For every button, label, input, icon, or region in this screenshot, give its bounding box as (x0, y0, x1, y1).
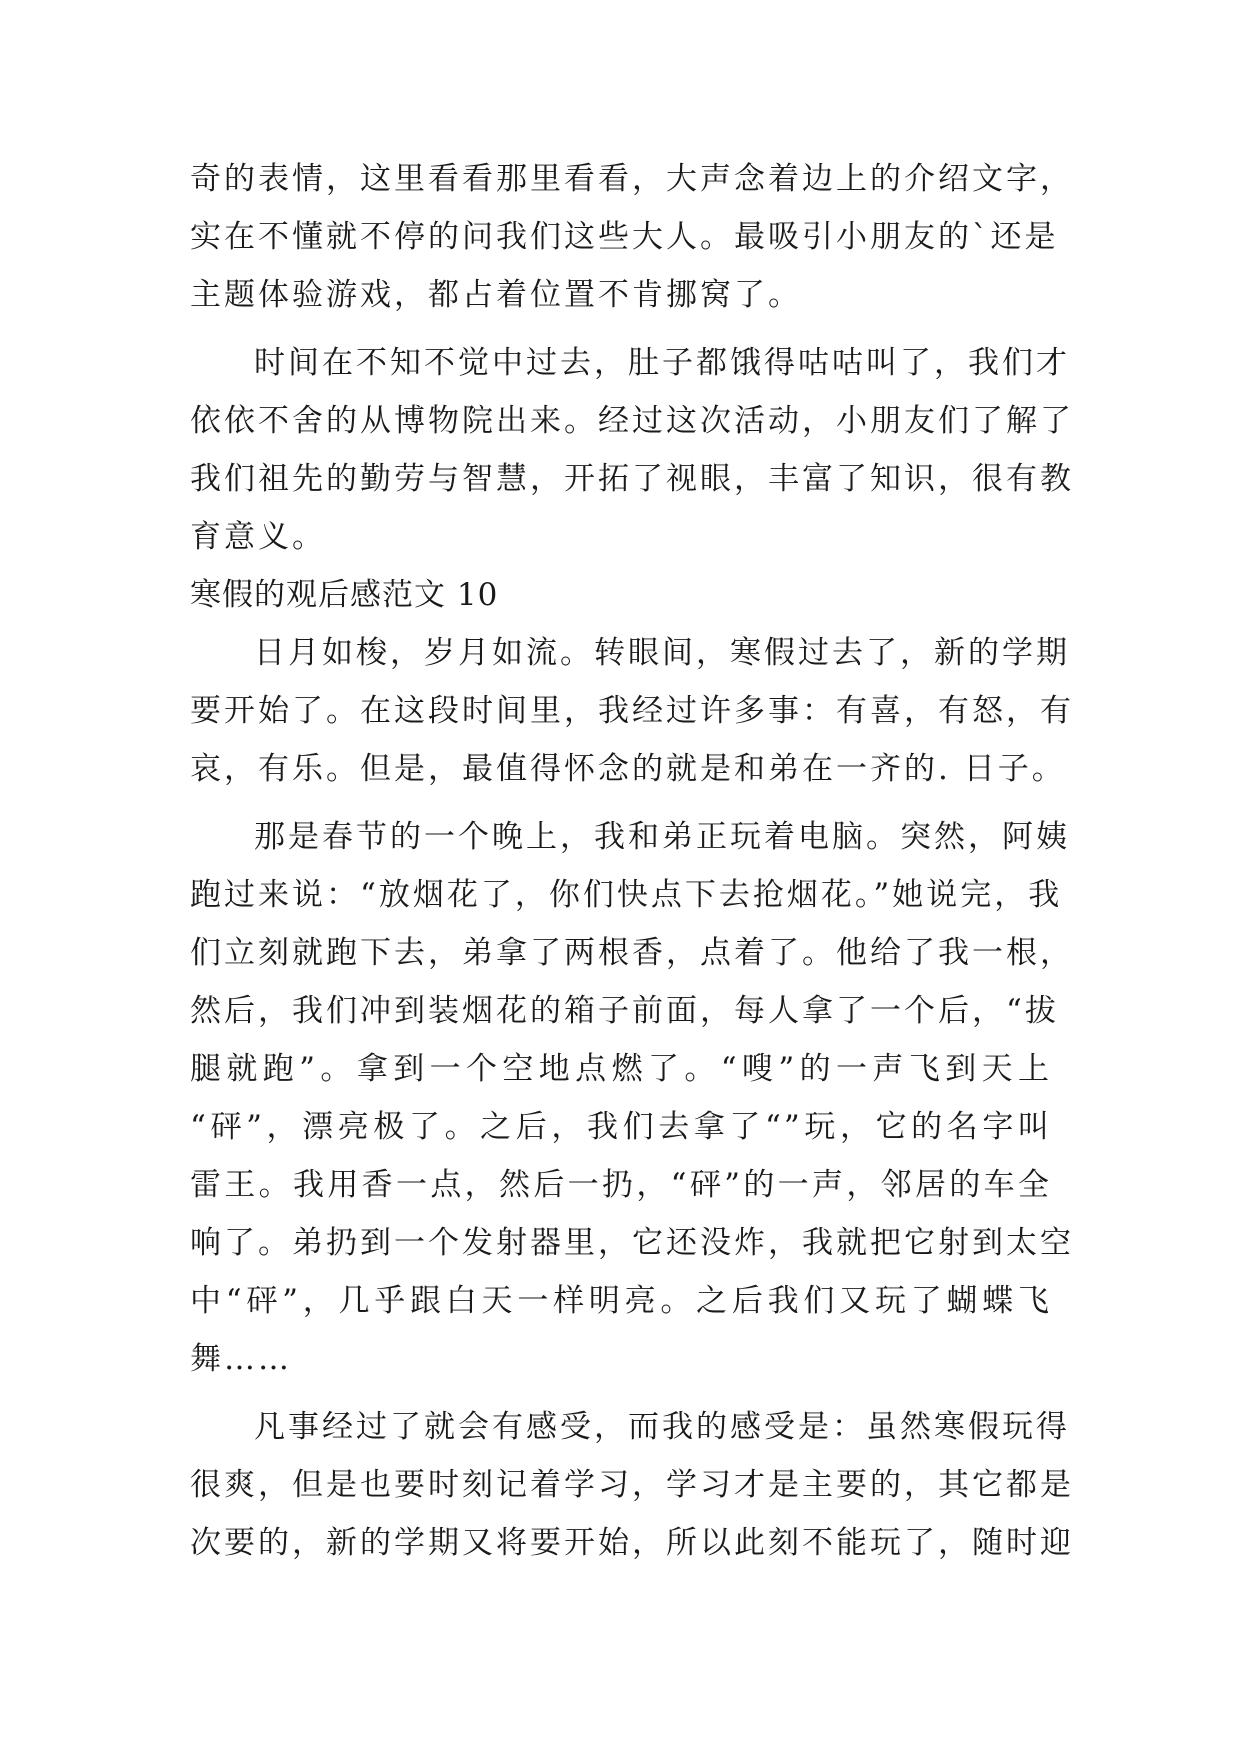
text-line: 育意义。 (190, 519, 326, 555)
text-line: 依依不舍的从博物院出来。经过这次活动，小朋友们了解了 (190, 403, 1074, 439)
text-line: 响了。弟扔到一个发射器里，它还没炸，我就把它射到太空 (190, 1225, 1074, 1261)
text-line: 雷王。我用香一点，然后一扔，“砰”的一声，邻居的车全 (190, 1167, 1052, 1203)
paragraph-first-line: 日月如梭，岁月如流。转眼间，寒假过去了，新的学期 (254, 635, 1070, 671)
article-body (190, 150, 1074, 1572)
text-line: 们立刻就跑下去，弟拿了两根香，点着了。他给了我一根， (190, 935, 1074, 971)
text-line: 哀，有乐。但是，最值得怀念的就是和弟在一齐的. 日子。 (190, 751, 1066, 787)
text-line: 中“砰”，几乎跟白天一样明亮。之后我们又玩了蝴蝶飞 (190, 1283, 1052, 1319)
paragraph-first-line: 那是春节的一个晚上，我和弟正玩着电脑。突然，阿姨 (254, 819, 1070, 855)
text-line: 然后，我们冲到装烟花的箱子前面，每人拿了一个后，“拔 (190, 993, 1059, 1029)
paragraph-first-line: 凡事经过了就会有感受，而我的感受是：虽然寒假玩得 (254, 1409, 1070, 1445)
paragraph-first-line: 时间在不知不觉中过去，肚子都饿得咕咕叫了，我们才 (254, 345, 1070, 381)
text-line: 实在不懂就不停的问我们这些大人。最吸引小朋友的`还是 (190, 219, 1059, 255)
text-line: 奇的表情，这里看看那里看看，大声念着边上的介绍文字， (190, 161, 1074, 197)
text-line: 舞…… (190, 1341, 292, 1377)
section-heading: 寒假的观后感范文 10 (190, 577, 499, 613)
text-line: “砰”，漂亮极了。之后，我们去拿了“”玩，它的名字叫 (190, 1109, 1052, 1145)
text-line: 次要的，新的学期又将要开始，所以此刻不能玩了，随时迎 (190, 1525, 1074, 1561)
text-line: 跑过来说：“放烟花了，你们快点下去抢烟花。”她说完，我 (190, 877, 1063, 913)
text-line: 我们祖先的勤劳与智慧，开拓了视眼，丰富了知识，很有教 (190, 461, 1074, 497)
text-line: 腿就跑”。拿到一个空地点燃了。“嗖”的一声飞到天上 (190, 1051, 1052, 1087)
text-line: 很爽，但是也要时刻记着学习，学习才是主要的，其它都是 (190, 1467, 1074, 1503)
text-line: 主题体验游戏，都占着位置不肯挪窝了。 (190, 277, 802, 313)
text-line: 要开始了。在这段时间里，我经过许多事：有喜，有怒，有 (190, 693, 1074, 729)
